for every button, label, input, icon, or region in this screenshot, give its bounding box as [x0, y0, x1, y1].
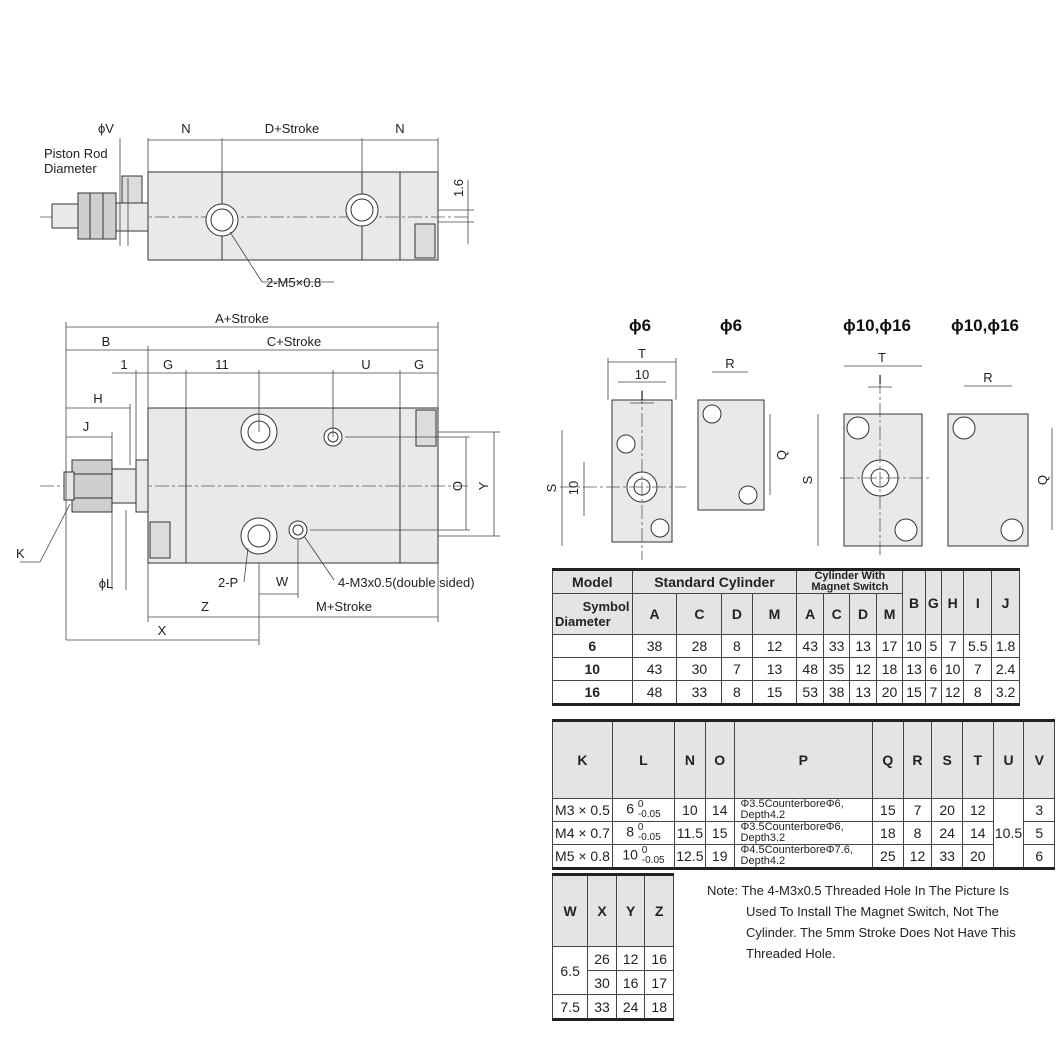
- th-R: R: [903, 721, 932, 799]
- tol-up: 0: [641, 845, 648, 856]
- end-view-2-Q: Q: [774, 449, 789, 461]
- label-M-thread: 4-M3x0.5(double sided): [338, 575, 475, 590]
- cell: 10: [674, 799, 705, 822]
- top-view-body: [148, 172, 438, 260]
- cell: 28: [677, 635, 722, 658]
- cell: 5: [925, 635, 941, 658]
- cell-L: [612, 799, 674, 822]
- cell: 6: [925, 658, 941, 681]
- dim-H: H: [93, 391, 103, 406]
- table-row: [553, 845, 1055, 869]
- dim-G-left: G: [162, 357, 174, 372]
- cell: 26: [588, 947, 617, 971]
- end-views: [544, 316, 1052, 560]
- th-W: W: [553, 875, 588, 947]
- end-view-1-I: I: [640, 388, 644, 403]
- cell: 18: [876, 658, 902, 681]
- cell: 12: [850, 658, 876, 681]
- cell: 15: [873, 799, 904, 822]
- cell: 24: [616, 995, 645, 1020]
- th-N: N: [674, 721, 705, 799]
- th-Z: Z: [645, 875, 674, 947]
- cell-P-1: Φ3.5CounterboreΦ6,: [740, 798, 844, 810]
- cell-P-2: Depth4.2: [740, 809, 786, 821]
- tol-up: 0: [637, 799, 644, 810]
- cell-L-value: 6: [626, 800, 634, 817]
- th-T: T: [962, 721, 993, 799]
- th-S: S: [932, 721, 963, 799]
- cell: 16: [616, 971, 645, 995]
- cell: 17: [876, 635, 902, 658]
- cell: 20: [962, 845, 993, 869]
- cell: 5: [1024, 822, 1055, 845]
- dim-G-right: G: [413, 357, 425, 372]
- th-V: V: [1024, 721, 1055, 799]
- tol-dn: -0.05: [641, 855, 665, 866]
- dim-C-stroke: C+Stroke: [266, 334, 322, 349]
- dim-1: 1: [120, 357, 128, 372]
- cell: 18: [873, 822, 904, 845]
- th-mag-D: D: [850, 594, 876, 635]
- cell-P-2: Depth3.2: [740, 832, 786, 844]
- th-mag-C: C: [823, 594, 849, 635]
- th-symbol-diameter: [553, 594, 633, 635]
- end-view-1-10b: 10: [566, 480, 581, 496]
- table-row: [553, 658, 1020, 681]
- end-view-4-R: R: [983, 370, 993, 385]
- cell: 7: [925, 681, 941, 705]
- cell-P-2: Depth4.2: [740, 855, 786, 867]
- cell: 7.5: [553, 995, 588, 1020]
- cell: 11.5: [674, 822, 705, 845]
- port-callout: 2-M5×0.8: [266, 275, 322, 290]
- cell: 33: [588, 995, 617, 1020]
- th-magnet: [797, 570, 903, 594]
- end-view-header-2: ϕ6: [719, 316, 743, 335]
- cell-W: 6.5: [553, 947, 588, 995]
- cell: 15: [705, 822, 734, 845]
- spec-table-3: [552, 873, 674, 1021]
- cell: 12: [903, 845, 932, 869]
- cell: 14: [705, 799, 734, 822]
- th-mag-M: M: [876, 594, 902, 635]
- th-O: O: [705, 721, 734, 799]
- front-view: [16, 311, 500, 645]
- end-view-2-R: R: [725, 356, 735, 371]
- cell: 10: [941, 658, 963, 681]
- end-view-3-T: T: [878, 350, 886, 365]
- cell: 7: [964, 658, 992, 681]
- cell: 17: [645, 971, 674, 995]
- cell-P-1: Φ4.5CounterboreΦ7.6,: [740, 844, 853, 856]
- th-diameter: Diameter: [555, 614, 611, 629]
- dim-B: B: [101, 334, 111, 349]
- dim-phiV: ϕV: [98, 121, 114, 136]
- cell-L: [612, 845, 674, 869]
- dim-K: K: [16, 546, 25, 561]
- end-view-3-S: S: [800, 475, 815, 485]
- end-view-1-S: S: [544, 483, 559, 493]
- th-standard: Standard Cylinder: [632, 570, 797, 594]
- th-std-C: C: [677, 594, 722, 635]
- th-std-M: M: [752, 594, 797, 635]
- cell: 20: [932, 799, 963, 822]
- th-std-A: A: [632, 594, 677, 635]
- cell: 8: [964, 681, 992, 705]
- th-H: H: [941, 570, 963, 635]
- th-J: J: [992, 570, 1020, 635]
- cell: 8: [722, 635, 752, 658]
- cell-P-1: Φ3.5CounterboreΦ6,: [740, 821, 844, 833]
- cell: 7: [903, 799, 932, 822]
- cell: 10: [553, 658, 633, 681]
- dim-1-6: 1.6: [451, 178, 466, 198]
- th-K: K: [553, 721, 613, 799]
- th-magnet-2: Magnet Switch: [811, 581, 889, 593]
- dim-D-stroke: D+Stroke: [264, 121, 320, 136]
- dim-A-stroke: A+Stroke: [215, 311, 269, 326]
- cell: 30: [677, 658, 722, 681]
- cell: M5 × 0.8: [553, 845, 613, 869]
- piston-rod-label-2: Diameter: [44, 161, 97, 176]
- front-magnet-switch-bottom: [150, 522, 170, 558]
- table-row: [553, 799, 1055, 822]
- piston-rod-label-1: Piston Rod: [44, 146, 108, 161]
- cell: 14: [962, 822, 993, 845]
- th-B: B: [903, 570, 925, 635]
- dim-O: O: [450, 480, 465, 492]
- cell: 3: [1024, 799, 1055, 822]
- table-row: [553, 995, 674, 1020]
- end-view-1-10: 10: [634, 367, 650, 382]
- dim-Y: Y: [476, 481, 491, 491]
- cell: 25: [873, 845, 904, 869]
- table-row: [553, 822, 1055, 845]
- cell: 24: [932, 822, 963, 845]
- th-Y: Y: [616, 875, 645, 947]
- cell-P: [734, 845, 872, 869]
- cell: 15: [903, 681, 925, 705]
- tol-dn: -0.05: [637, 809, 661, 820]
- spec-table-1: [552, 568, 1020, 706]
- cell: M3 × 0.5: [553, 799, 613, 822]
- cell: 12: [616, 947, 645, 971]
- cell: 7: [941, 635, 963, 658]
- end-view-header-1: ϕ6: [628, 316, 652, 335]
- th-symbol: Symbol: [582, 599, 630, 614]
- cell-P: [734, 799, 872, 822]
- cell: 8: [722, 681, 752, 705]
- dim-M-stroke: M+Stroke: [316, 599, 372, 614]
- th-magnet-1: Cylinder With: [814, 570, 886, 582]
- th-model: Model: [553, 570, 633, 594]
- dim-Z: Z: [201, 599, 209, 614]
- dim-W: W: [275, 574, 289, 589]
- th-Q: Q: [873, 721, 904, 799]
- cell: 16: [645, 947, 674, 971]
- th-P: P: [734, 721, 872, 799]
- cell: 19: [705, 845, 734, 869]
- note-line-4: Threaded Hole.: [746, 946, 836, 961]
- cell: 43: [632, 658, 677, 681]
- spec-table-2: [552, 719, 1055, 870]
- th-X: X: [588, 875, 617, 947]
- th-L: L: [612, 721, 674, 799]
- cell: 2.4: [992, 658, 1020, 681]
- cell: 18: [645, 995, 674, 1020]
- dim-11: 11: [215, 357, 229, 372]
- end-view-3-I: I: [878, 372, 882, 387]
- note-line-2: Used To Install The Magnet Switch, Not The: [746, 904, 999, 919]
- cell: 6: [553, 635, 633, 658]
- cell: 16: [553, 681, 633, 705]
- th-std-D: D: [722, 594, 752, 635]
- cell: 5.5: [964, 635, 992, 658]
- dim-U: U: [361, 357, 371, 372]
- cell-U: 10.5: [993, 799, 1024, 869]
- table-row: [553, 635, 1020, 658]
- th-mag-A: A: [797, 594, 823, 635]
- cell-P: [734, 822, 872, 845]
- cell: 38: [823, 681, 849, 705]
- th-G: G: [925, 570, 941, 635]
- dim-N-right: N: [395, 121, 405, 136]
- tol-up: 0: [637, 822, 644, 833]
- cell: 13: [752, 658, 797, 681]
- front-rod-nut: [72, 460, 112, 512]
- cell: 3.2: [992, 681, 1020, 705]
- end-view-4-Q: Q: [1035, 474, 1050, 486]
- cell: 38: [632, 635, 677, 658]
- cell: 12: [962, 799, 993, 822]
- dim-X: X: [157, 623, 167, 638]
- cell: 13: [850, 635, 876, 658]
- label-2-P: 2-P: [218, 575, 239, 590]
- cell: 1.8: [992, 635, 1020, 658]
- cell-L-value: 8: [626, 823, 634, 840]
- cell: 13: [903, 658, 925, 681]
- cell: 10: [903, 635, 925, 658]
- cell: 12: [752, 635, 797, 658]
- cell: 8: [903, 822, 932, 845]
- cell: 33: [932, 845, 963, 869]
- cell-L-value: 10: [622, 846, 638, 863]
- cell: 7: [722, 658, 752, 681]
- cell: M4 × 0.7: [553, 822, 613, 845]
- table-row: [553, 947, 674, 971]
- cell: 6: [1024, 845, 1055, 869]
- cell: 43: [797, 635, 823, 658]
- cell: 48: [632, 681, 677, 705]
- cell: 12: [941, 681, 963, 705]
- cell: 20: [876, 681, 902, 705]
- dim-N-left: N: [181, 121, 191, 136]
- rod-nut: [78, 193, 116, 239]
- end-view-header-3: ϕ10,ϕ16: [842, 316, 912, 335]
- cell: 48: [797, 658, 823, 681]
- note-line-3: Cylinder. The 5mm Stroke Does Not Have This: [746, 925, 1016, 940]
- front-view-body: [148, 408, 438, 563]
- cell: 33: [677, 681, 722, 705]
- cell: 30: [588, 971, 617, 995]
- end-view-header-4: ϕ10,ϕ16: [950, 316, 1020, 335]
- tol-dn: -0.05: [637, 832, 661, 843]
- th-I: I: [964, 570, 992, 635]
- cell: 12.5: [674, 845, 705, 869]
- dim-J: J: [82, 419, 90, 434]
- magnet-switch-bottom: [415, 224, 435, 258]
- note-line-1: Note: The 4-M3x0.5 Threaded Hole In The Picture Is: [707, 883, 1010, 898]
- cell: 15: [752, 681, 797, 705]
- th-U: U: [993, 721, 1024, 799]
- cell: 53: [797, 681, 823, 705]
- table-row: [553, 681, 1020, 705]
- cell: 33: [823, 635, 849, 658]
- top-view: [40, 121, 474, 290]
- end-view-1-T: T: [638, 346, 646, 361]
- cell: 13: [850, 681, 876, 705]
- cell: 35: [823, 658, 849, 681]
- cell-L: [612, 822, 674, 845]
- dim-phiL: ϕL: [98, 576, 114, 591]
- note: [707, 880, 1047, 964]
- front-magnet-switch-top: [416, 410, 436, 446]
